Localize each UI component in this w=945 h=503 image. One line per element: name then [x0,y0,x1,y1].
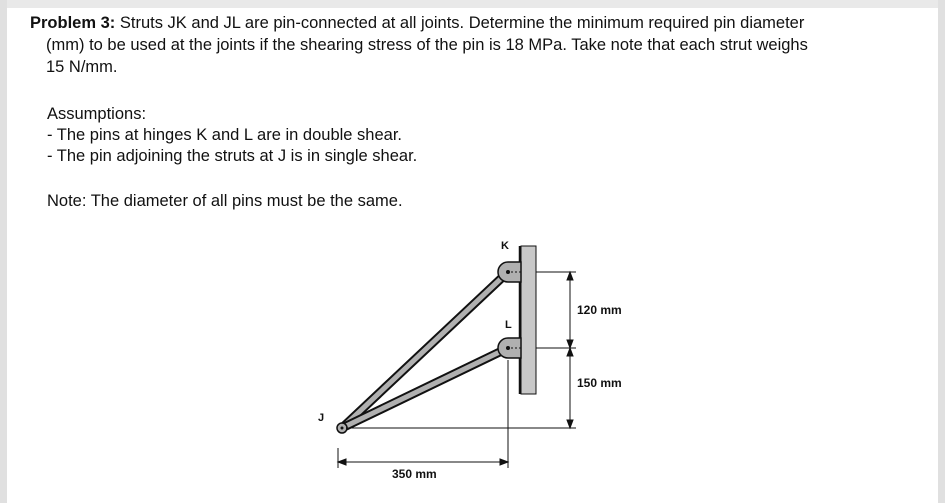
strut-jk [342,272,508,428]
problem-line-2: (mm) to be used at the joints if the shearing stress of the pin is 18 MPa. Take note that each strut weighs [46,36,808,54]
label-l: L [505,319,512,331]
assumption-item: - The pins at hinges K and L are in double shear. [47,126,402,144]
pin-l [506,346,510,350]
assumption-item: - The pin adjoining the struts at J is in single shear. [47,147,418,165]
wall [521,246,536,394]
problem-heading: Problem 3: [30,14,116,32]
bracket-k [498,262,521,282]
pin-k [506,270,510,274]
problem-line-3: 15 N/mm. [46,58,118,76]
note-text: Note: The diameter of all pins must be the same. [47,192,403,210]
assumptions-title: Assumptions: [47,105,147,123]
bracket-l [498,338,521,358]
pin-j [341,427,344,430]
label-j: J [318,412,325,424]
dimension-lower: 150 mm [577,376,622,390]
dimension-horizontal: 350 mm [392,467,437,481]
strut-jl [342,348,508,428]
problem-text-1: Struts JK and JL are pin-connected at all joints. Determine the minimum required pin diameter [119,14,805,32]
label-k: K [501,240,509,252]
dimension-upper: 120 mm [577,303,622,317]
